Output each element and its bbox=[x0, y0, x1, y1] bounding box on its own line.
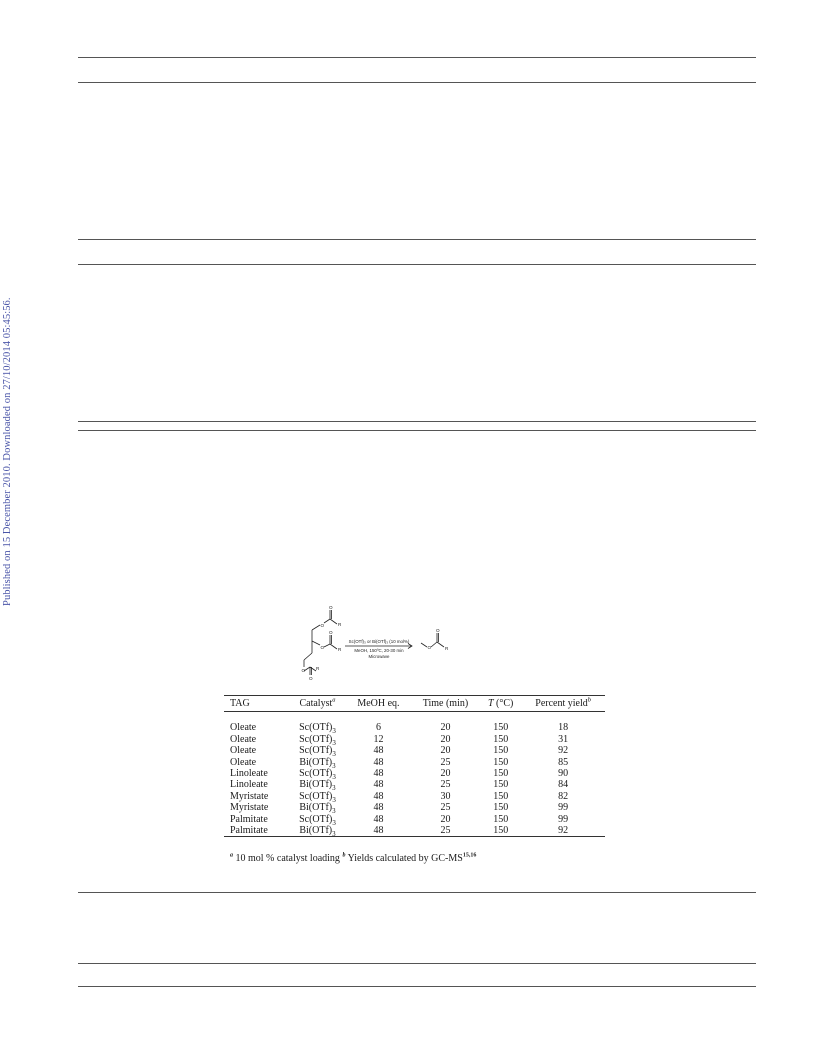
cell-catalyst: $Sc(OTf)_3$ bbox=[299, 768, 336, 782]
cell-catalyst: $Bi(OTf)_3$ bbox=[299, 802, 336, 816]
rule-1 bbox=[78, 57, 756, 58]
table-row bbox=[224, 779, 605, 790]
cell-tag: Oleate bbox=[230, 722, 257, 734]
cell-yield: 99 bbox=[558, 813, 569, 825]
cell-tag: Myristate bbox=[230, 802, 269, 814]
cell-yield: 31 bbox=[558, 733, 569, 745]
cell-meoh: 6 bbox=[375, 722, 381, 734]
rule-3 bbox=[78, 239, 756, 240]
cell-meoh: 48 bbox=[373, 813, 384, 825]
cell-temperature: 150 bbox=[493, 813, 509, 825]
cell-catalyst: $Bi(OTf)_3$ bbox=[299, 756, 336, 770]
table-footnote: $^a$ 10 mol % catalyst loading $^b$ Yields calculated by GC-MS$^{15,16}$ bbox=[230, 852, 477, 864]
cell-meoh: 12 bbox=[373, 733, 384, 745]
header-temperature: T (°C) bbox=[480, 696, 521, 712]
cell-temperature: 150 bbox=[493, 802, 509, 814]
cell-tag: Linoleate bbox=[230, 779, 268, 791]
cell-temperature: 150 bbox=[493, 756, 509, 768]
cell-yield: 85 bbox=[558, 756, 569, 768]
cell-time: 20 bbox=[440, 745, 451, 757]
cell-meoh: 48 bbox=[373, 790, 384, 802]
rule-7 bbox=[78, 892, 756, 893]
carbonyl-o-3: O bbox=[309, 676, 313, 681]
table-row bbox=[224, 825, 605, 837]
carbonyl-o-2: O bbox=[329, 630, 333, 635]
r-group-2: R bbox=[338, 647, 342, 652]
cell-temperature: 150 bbox=[493, 779, 509, 791]
ester-o-2: O bbox=[320, 645, 325, 650]
rule-9 bbox=[78, 986, 756, 987]
cell-temperature: 150 bbox=[480, 825, 521, 837]
rule-4 bbox=[78, 264, 756, 265]
carbonyl-o-1: O bbox=[329, 605, 333, 610]
cell-meoh: 48 bbox=[346, 825, 411, 837]
cell-time: 20 bbox=[440, 813, 451, 825]
table-row bbox=[224, 745, 605, 756]
cell-time: 25 bbox=[440, 756, 451, 768]
rule-8 bbox=[78, 963, 756, 964]
cell-tag: Palmitate bbox=[224, 825, 289, 837]
cell-meoh: 48 bbox=[373, 768, 384, 780]
cell-temperature: 150 bbox=[493, 733, 509, 745]
cell-yield: 90 bbox=[558, 768, 569, 780]
ester-o-3: O bbox=[301, 668, 306, 673]
product-r-group: R bbox=[445, 646, 449, 651]
reaction-scheme bbox=[290, 605, 470, 685]
table-header-row bbox=[224, 696, 605, 712]
cell-tag: Oleate bbox=[230, 745, 257, 757]
header-catalyst: Catalyst$^a$ bbox=[289, 696, 346, 712]
cell-time: 20 bbox=[440, 722, 451, 734]
cell-temperature: 150 bbox=[493, 722, 509, 734]
table-row bbox=[224, 722, 605, 733]
cell-time: 25 bbox=[411, 825, 480, 837]
ester-o-1: O bbox=[320, 623, 325, 628]
publication-side-note: Published on 15 December 2010. Downloaded on 27/10/2014 05:45:56. bbox=[2, 297, 13, 606]
cell-tag: Palmitate bbox=[230, 813, 268, 825]
cell-temperature: 150 bbox=[493, 768, 509, 780]
cell-time: 20 bbox=[440, 733, 451, 745]
header-time: Time (min) bbox=[411, 696, 480, 712]
cell-catalyst: $Bi(OTf)_3$ bbox=[289, 825, 346, 837]
header-meoh: MeOH eq. bbox=[346, 696, 411, 712]
cell-yield: 92 bbox=[521, 825, 605, 837]
cell-catalyst: $Sc(OTf)_3$ bbox=[299, 733, 336, 747]
cell-meoh: 48 bbox=[373, 779, 384, 791]
cell-temperature: 150 bbox=[493, 745, 509, 757]
cell-catalyst: $Sc(OTf)_3$ bbox=[299, 722, 336, 736]
cell-catalyst: $Sc(OTf)_3$ bbox=[299, 813, 336, 827]
cell-catalyst: $Bi(OTf)_3$ bbox=[299, 779, 336, 793]
table-row bbox=[224, 791, 605, 802]
header-tag: TAG bbox=[224, 696, 289, 712]
r-group-3: R bbox=[316, 666, 320, 671]
reagent-label: Sc(OTf)₃ or Bi(OTf)₃ (10 mol%) bbox=[348, 639, 410, 644]
r-group-1: R bbox=[338, 622, 342, 627]
rule-2 bbox=[78, 82, 756, 83]
cell-meoh: 48 bbox=[373, 756, 384, 768]
table-row bbox=[224, 757, 605, 768]
cell-temperature: 150 bbox=[493, 790, 509, 802]
cell-time: 25 bbox=[440, 802, 451, 814]
rule-5 bbox=[78, 421, 756, 422]
cell-yield: 99 bbox=[558, 802, 569, 814]
cell-tag: Oleate bbox=[230, 733, 257, 745]
table-row bbox=[224, 802, 605, 813]
table-row bbox=[224, 734, 605, 745]
cell-meoh: 48 bbox=[373, 802, 384, 814]
cell-meoh: 48 bbox=[373, 745, 384, 757]
cell-tag: Linoleate bbox=[230, 768, 268, 780]
table-row bbox=[224, 768, 605, 779]
method-label: Microwave bbox=[368, 654, 390, 659]
cell-yield: 84 bbox=[558, 779, 569, 791]
cell-time: 30 bbox=[440, 790, 451, 802]
cell-time: 25 bbox=[440, 779, 451, 791]
cell-catalyst: $Sc(OTf)_3$ bbox=[299, 790, 336, 804]
rule-6 bbox=[78, 430, 756, 431]
product-carbonyl-o: O bbox=[436, 628, 440, 633]
cell-yield: 82 bbox=[558, 790, 569, 802]
cell-time: 20 bbox=[440, 768, 451, 780]
table-row bbox=[224, 814, 605, 825]
cell-tag: Oleate bbox=[230, 756, 257, 768]
cell-catalyst: $Sc(OTf)_3$ bbox=[299, 745, 336, 759]
conditions-label: MeOH, 150ºC, 20-30 min bbox=[354, 648, 404, 653]
header-yield: Percent yield$^b$ bbox=[521, 696, 605, 712]
cell-tag: Myristate bbox=[230, 790, 269, 802]
cell-yield: 18 bbox=[558, 722, 569, 734]
results-table bbox=[224, 695, 605, 837]
cell-yield: 92 bbox=[558, 745, 569, 757]
product-ester-o: O bbox=[427, 645, 432, 650]
